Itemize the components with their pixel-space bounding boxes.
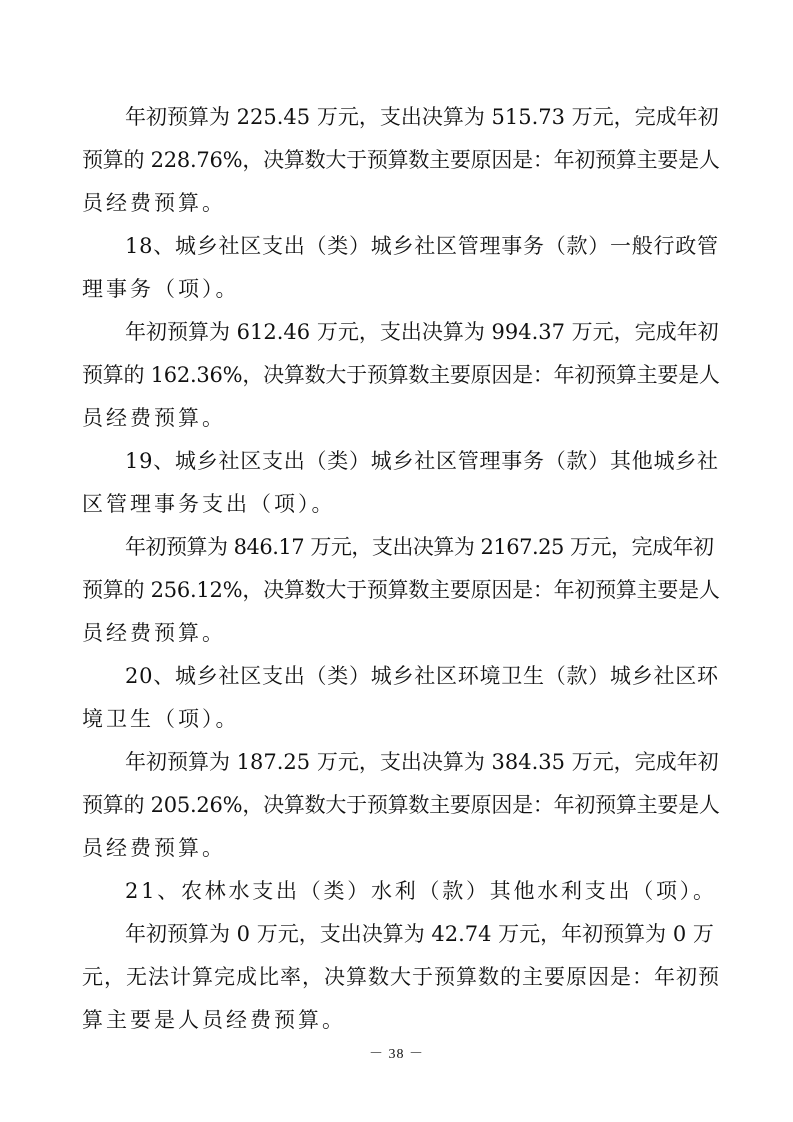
text-line: 预算的 228.76%，决算数大于预算数主要原因是：年初预算主要是人 [82,148,720,172]
text-line: 预算的 256.12%，决算数大于预算数主要原因是：年初预算主要是人 [82,578,720,602]
text-line: 员经费预算。 [82,621,226,645]
text-line: 预算的 162.36%，决算数大于预算数主要原因是：年初预算主要是人 [82,363,720,387]
section-heading: 18、城乡社区支出（类）城乡社区管理事务（款）一般行政管 [125,234,719,258]
text-line: 算主要是人员经费预算。 [82,1008,346,1032]
text-line: 年初预算为 0 万元，支出决算为 42.74 万元，年初预算为 0 万 [125,922,714,946]
text-line: 年初预算为 225.45 万元，支出决算为 515.73 万元，完成年初 [125,105,719,129]
text-line: 年初预算为 846.17 万元，支出决算为 2167.25 万元，完成年初 [125,535,714,559]
section-heading-cont: 理事务（项）。 [82,277,240,301]
section-heading: 19、城乡社区支出（类）城乡社区管理事务（款）其他城乡社 [125,449,719,473]
section-heading: 21、农林水支出（类）水利（款）其他水利支出（项）。 [125,879,717,903]
text-line: 年初预算为 187.25 万元，支出决算为 384.35 万元，完成年初 [125,750,719,774]
text-line: 员经费预算。 [82,406,226,430]
text-line: 年初预算为 612.46 万元，支出决算为 994.37 万元，完成年初 [125,320,719,344]
text-line: 员经费预算。 [82,191,226,215]
text-line: 元，无法计算完成比率，决算数大于预算数的主要原因是：年初预 [82,965,720,989]
section-heading: 20、城乡社区支出（类）城乡社区环境卫生（款）城乡社区环 [125,664,719,688]
text-line: 员经费预算。 [82,836,226,860]
text-line: 预算的 205.26%，决算数大于预算数主要原因是：年初预算主要是人 [82,793,720,817]
section-heading-cont: 区管理事务支出（项）。 [82,492,336,516]
section-heading-cont: 境卫生（项）。 [82,707,240,731]
page-number: － 38 － [369,1047,424,1062]
